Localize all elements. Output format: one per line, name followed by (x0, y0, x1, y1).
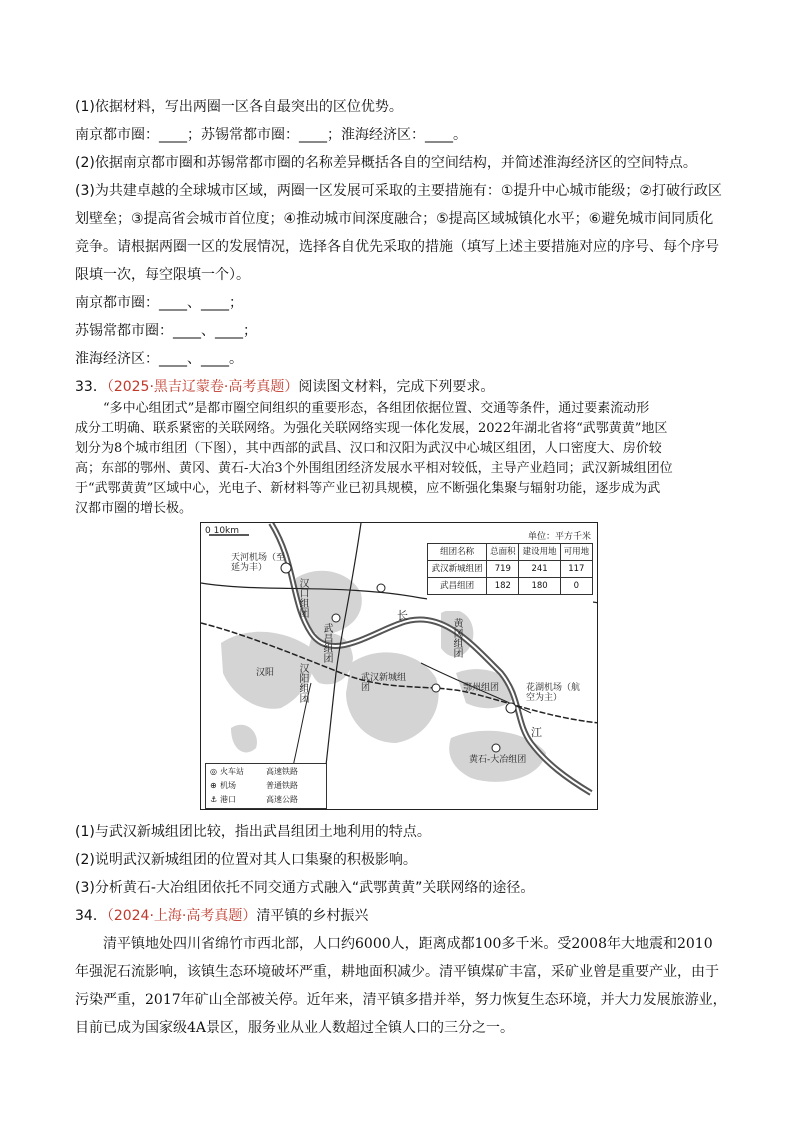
map-legend (205, 763, 327, 809)
q33-para-line6: 汉都市圈的增长极。 (75, 501, 193, 516)
xincheng-label: 武汉新城组团 (361, 673, 407, 693)
q33-header (75, 377, 494, 397)
legend-airport-icon: ⊕ (210, 781, 217, 790)
table-header-cell: 建设用地 (519, 544, 560, 561)
q33-para-line4: 高；东部的鄂州、黄冈、黄石-大冶3个外围组团经济发展水平相对较低，主导产业趋同；武汉新城组团位 (75, 461, 673, 476)
legend-station: 火车站 (220, 767, 244, 776)
q32-sub1: (1)依据材料，写出两圈一区各自最突出的区位优势。 (75, 99, 403, 115)
scale-label: 0 10km (205, 526, 240, 536)
table-header-cell: 总面积 (487, 544, 519, 561)
table-cell: 0 (560, 578, 592, 595)
table-cell: 182 (487, 578, 519, 595)
q33-para-line3: 划分为8个城市组团（下图），其中西部的武昌、汉口和汉阳为武汉中心城区组团，人口密度大、房价较 (75, 441, 662, 456)
table-header-cell: 可用地 (560, 544, 592, 561)
station-marker (492, 744, 500, 752)
q34-number: 34． (75, 908, 107, 924)
q33-number: 33． (75, 379, 107, 395)
q32-sub3-line2: 划壁垒；③提高省会城市首位度；④推动城市间深度融合；⑤提高区域城镇化水平；⑥避免城市间同质化 (75, 211, 714, 227)
huanggang-label: 黄冈组团 (451, 618, 462, 658)
q33-prompt: 阅读图文材料，完成下列要求。 (298, 379, 495, 395)
table-header-cell: 组团名称 (428, 544, 487, 561)
table-row (428, 578, 593, 595)
river-label-jiang: 江 (531, 726, 542, 739)
river-label-chang: 长 (397, 609, 408, 622)
legend-railway: 普通铁路 (266, 781, 298, 790)
small-area-1 (231, 725, 257, 753)
wuhan-cluster-map (200, 522, 598, 810)
q33-para-line1: “多中心组团式”是都市圈空间组织的重要形态，各组团依据位置、交通等条件，通过要素流动形 (103, 401, 650, 416)
legend-port-icon: ⚓ (210, 795, 218, 804)
q33-sub3: (3)分析黄石-大冶组团依托不同交通方式融入“武鄂黄黄”关联网络的途径。 (75, 880, 535, 896)
q34-title: 清平镇的乡村振兴 (256, 908, 369, 924)
q33-sub1: (1)与武汉新城组团比较，指出武昌组团土地利用的特点。 (75, 824, 431, 840)
table-row (428, 561, 593, 578)
q33-para-line2: 成分工明确、联系紧密的关联网络。为强化关联网络实现一体化发展，2022年湖北省将“武鄂黄黄”地区 (75, 421, 668, 436)
table-cell: 241 (519, 561, 560, 578)
wuchang-label: 武昌组团 (321, 623, 332, 663)
legend-highway: 高速公路 (266, 795, 298, 804)
q33-sub2: (2)说明武汉新城组团的位置对其人口集聚的积极影响。 (75, 852, 417, 868)
legend-port: 港口 (220, 795, 236, 804)
hankou-label: 汉口组团 (297, 578, 308, 618)
q34-para-line3: 污染严重，2017年矿山全部被关停。近年来，清平镇多措并举，努力恢复生态环境，并大力发展旅游业， (75, 992, 727, 1008)
q34-para-line2: 年强泥石流影响，该镇生态环境破坏严重，耕地面积减少。清平镇煤矿丰富，采矿业曾是重要产业，由于 (75, 964, 719, 980)
table-cell: 武汉新城组团 (428, 561, 487, 578)
q32-fill-huaihai: 淮海经济区：____、____。 (75, 351, 243, 367)
q34-header (75, 906, 368, 926)
table-cell: 180 (519, 578, 560, 595)
legend-station-icon: ◎ (210, 767, 217, 776)
q34-para-line1: 清平镇地处四川省绵竹市西北部，人口约6000人，距离成都100多千米。受2008年大地震和2010 (103, 936, 713, 952)
ezhou-label: 鄂州组团 (463, 683, 500, 693)
airport-east-marker (506, 703, 516, 713)
huangshi-label: 黄石-大冶组团 (469, 755, 527, 765)
q32-fill-nanjing: 南京都市圈：____、____； (75, 295, 243, 311)
q32-sub3-line3: 竞争。请根据两圈一区的发展情况，选择各自优先采取的措施（填写上述主要措施对应的序号、每个序号 (75, 239, 719, 255)
station-marker (377, 584, 385, 592)
table-header-row (428, 544, 593, 561)
table-cell: 117 (560, 561, 592, 578)
table-cell: 武昌组团 (428, 578, 487, 595)
q32-sub2: (2)依据南京都市圈和苏锡常都市圈的名称差异概括各自的空间结构，并简述淮海经济区的空间特点。 (75, 155, 697, 171)
table-unit: 单位：平方千米 (527, 532, 591, 542)
area-table (427, 529, 593, 611)
airport-east-label: 花湖机场（航空为主） (526, 683, 581, 703)
legend-hsr: 高速铁路 (266, 767, 298, 776)
hanyang-side-label: 汉阳 (256, 668, 275, 678)
q32-sub1-answers: 南京都市圈：____；苏锡常都市圈：____；淮海经济区：____。 (75, 127, 467, 143)
hanyang-label: 汉阳组团 (297, 663, 308, 703)
q34-source: （2024·上海·高考真题） (106, 908, 257, 924)
xincheng-area (346, 652, 439, 743)
q34-para-line4: 目前已成为国家级4A景区，服务业从业人数超过全镇人口的三分之一。 (75, 1020, 515, 1036)
station-marker (432, 684, 440, 692)
legend-airport: 机场 (220, 781, 236, 790)
q32-fill-suxichang: 苏锡常都市圈：____、____； (75, 323, 257, 339)
station-marker (332, 614, 340, 622)
table-cell: 719 (487, 561, 519, 578)
q32-sub3-line1: (3)为共建卓越的全球城市区域，两圈一区发展可采取的主要措施有：①提升中心城市能级；②打破行政区 (75, 183, 722, 199)
q33-para-line5: 于“武鄂黄黄”区域中心，光电子、新材料等产业已初具规模，应不断强化集聚与辐射功能，逐步成为武 (75, 481, 661, 496)
airport-west-label: 天河机场（至延为丰） (231, 553, 286, 573)
q33-source: （2025·黑吉辽蒙卷·高考真题） (106, 379, 299, 395)
stats-table (427, 543, 593, 595)
q32-sub3-line4: 限填一次，每空限填一个）。 (75, 267, 250, 283)
